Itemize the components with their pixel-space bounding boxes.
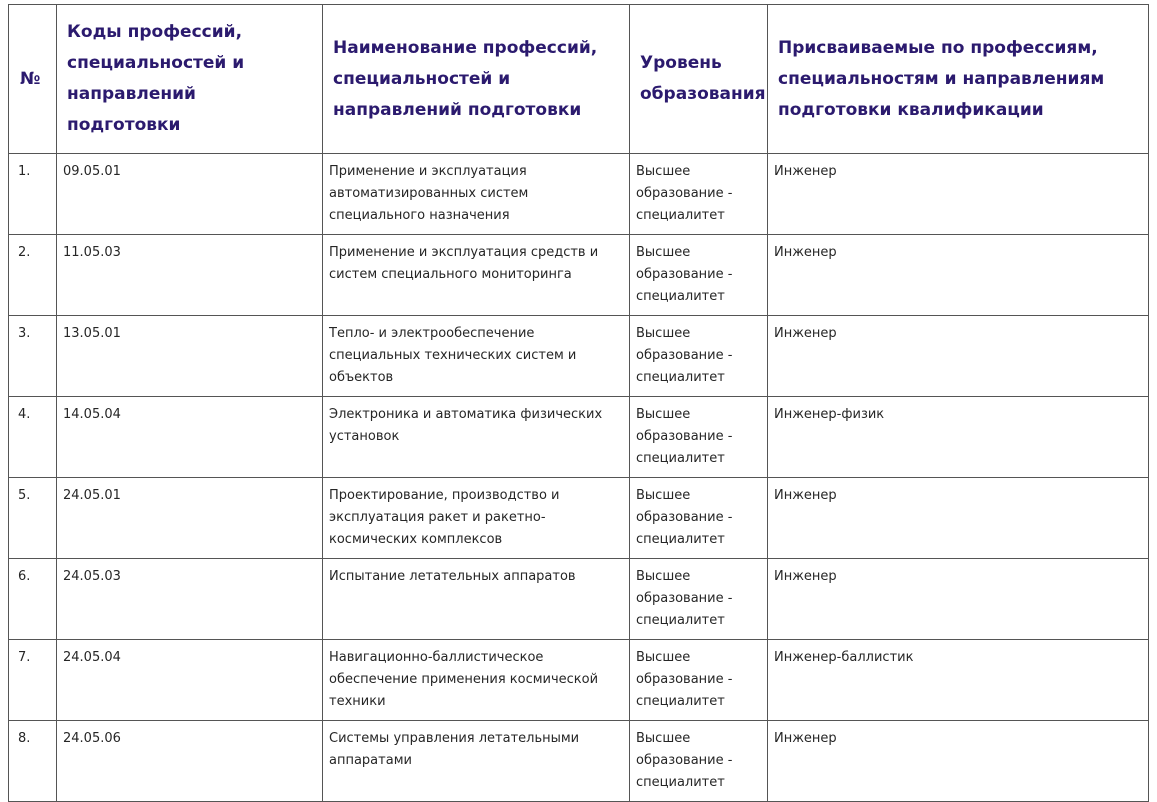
row-code: 14.05.04 [57, 397, 323, 478]
table-row [9, 235, 1149, 316]
row-name: Электроника и автоматика физических установок [323, 397, 630, 478]
row-number: 7. [9, 640, 57, 721]
table-row [9, 316, 1149, 397]
row-qualification: Инженер [768, 235, 1149, 316]
row-level: Высшее образование - специалитет [630, 640, 768, 721]
row-level: Высшее образование - специалитет [630, 478, 768, 559]
header-name: Наименование профессий, специальностей и направлений подготовки [323, 5, 630, 154]
row-number: 8. [9, 721, 57, 802]
row-number: 1. [9, 154, 57, 235]
table-row [9, 640, 1149, 721]
row-name: Тепло- и электрообеспечение специальных технических систем и объектов [323, 316, 630, 397]
row-level: Высшее образование - специалитет [630, 154, 768, 235]
row-qualification: Инженер [768, 316, 1149, 397]
row-qualification: Инженер-баллистик [768, 640, 1149, 721]
row-code: 13.05.01 [57, 316, 323, 397]
header-code: Коды профессий, специальностей и направлений подготовки [57, 5, 323, 154]
row-number: 3. [9, 316, 57, 397]
table-row [9, 397, 1149, 478]
row-code: 11.05.03 [57, 235, 323, 316]
row-qualification: Инженер [768, 478, 1149, 559]
row-name: Испытание летательных аппаратов [323, 559, 630, 640]
row-name: Применение и эксплуатация средств и систем специального мониторинга [323, 235, 630, 316]
table-row [9, 721, 1149, 802]
table-header-row [9, 5, 1149, 154]
row-code: 09.05.01 [57, 154, 323, 235]
row-number: 2. [9, 235, 57, 316]
row-qualification: Инженер [768, 154, 1149, 235]
row-code: 24.05.03 [57, 559, 323, 640]
row-level: Высшее образование - специалитет [630, 721, 768, 802]
qualifications-table-container [8, 4, 1148, 802]
row-level: Высшее образование - специалитет [630, 559, 768, 640]
row-number: 5. [9, 478, 57, 559]
table-row [9, 559, 1149, 640]
row-level: Высшее образование - специалитет [630, 316, 768, 397]
row-level: Высшее образование - специалитет [630, 397, 768, 478]
row-code: 24.05.04 [57, 640, 323, 721]
row-name: Применение и эксплуатация автоматизированных систем специального назначения [323, 154, 630, 235]
table-row [9, 478, 1149, 559]
row-name: Проектирование, производство и эксплуатация ракет и ракетно-космических комплексов [323, 478, 630, 559]
header-qualification: Присваиваемые по профессиям, специальностям и направлениям подготовки квалификации [768, 5, 1149, 154]
row-name: Навигационно-баллистическое обеспечение применения космической техники [323, 640, 630, 721]
row-level: Высшее образование - специалитет [630, 235, 768, 316]
table-row [9, 154, 1149, 235]
qualifications-table [8, 4, 1149, 802]
row-qualification: Инженер [768, 559, 1149, 640]
row-code: 24.05.06 [57, 721, 323, 802]
row-number: 4. [9, 397, 57, 478]
row-number: 6. [9, 559, 57, 640]
row-code: 24.05.01 [57, 478, 323, 559]
header-level: Уровень образования [630, 5, 768, 154]
header-number: № [9, 5, 57, 154]
row-name: Системы управления летательными аппаратами [323, 721, 630, 802]
row-qualification: Инженер [768, 721, 1149, 802]
row-qualification: Инженер-физик [768, 397, 1149, 478]
